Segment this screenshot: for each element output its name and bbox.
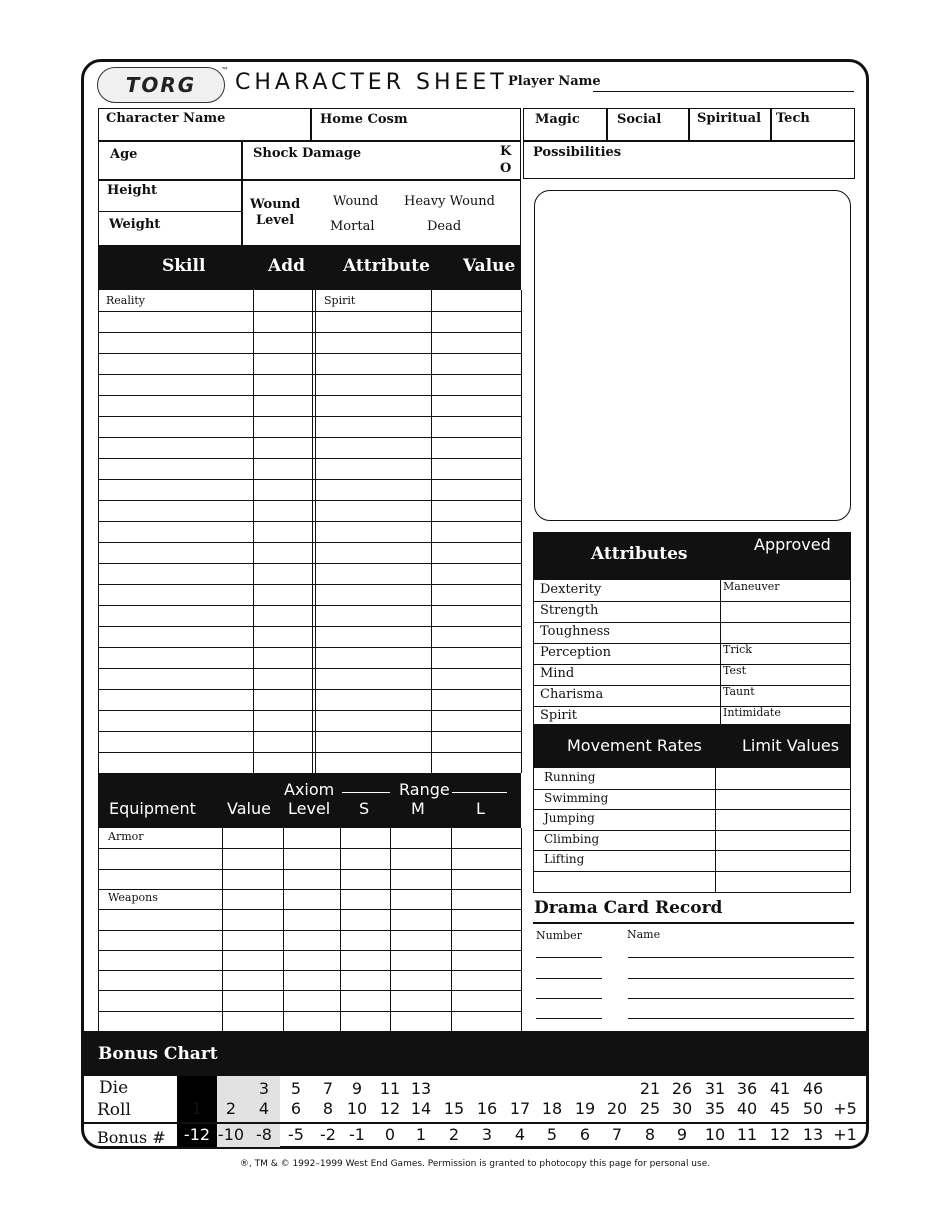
roll-top: 9 (351, 1079, 363, 1098)
trademark: ™ (221, 66, 229, 75)
divider (98, 211, 242, 212)
divider (310, 108, 312, 141)
move-row-line (533, 809, 851, 810)
skills-row-line (98, 311, 521, 312)
col-level: Level (288, 799, 331, 818)
move-row-line (533, 850, 851, 851)
movement-title: Movement Rates (567, 736, 702, 755)
drama-number-label: Number (536, 929, 582, 942)
bonus-value: 9 (676, 1125, 688, 1144)
skills-row-line (98, 458, 521, 459)
equip-row-line (98, 990, 521, 991)
roll-bottom: 14 (410, 1099, 432, 1118)
equip-row-line (98, 950, 521, 951)
approved-maneuver: Maneuver (723, 580, 780, 593)
drama-name-line[interactable] (628, 1018, 854, 1019)
approved-title: Approved (754, 535, 831, 554)
roll-label: Roll (97, 1100, 131, 1120)
bonus-value: 12 (769, 1125, 791, 1144)
bonus-title: Bonus Chart (98, 1044, 218, 1064)
attr-row-line (533, 601, 851, 602)
roll-top: 36 (736, 1079, 758, 1098)
bonus-value: 0 (384, 1125, 396, 1144)
movement-jumping: Jumping (544, 811, 595, 826)
roll-top: 5 (290, 1079, 302, 1098)
bonus-value: -1 (349, 1125, 365, 1144)
skills-row-line (98, 374, 521, 375)
skills-row-line (98, 542, 521, 543)
roll-top: 21 (639, 1079, 661, 1098)
logo-text: TORG (125, 73, 197, 97)
bonus-value: 3 (481, 1125, 493, 1144)
attr-row-line (533, 706, 851, 707)
approved-intimidate: Intimidate (723, 706, 781, 719)
attribute-charisma: Charisma (540, 687, 604, 702)
movement-lifting: Lifting (544, 852, 585, 867)
bonus-number-label: Bonus # (97, 1128, 166, 1147)
col-s: S (359, 799, 370, 818)
skills-row-line (98, 647, 521, 648)
wound-level-label-2: Level (256, 213, 295, 228)
drama-name-line[interactable] (628, 998, 854, 999)
equip-row-line (98, 970, 521, 971)
bonus-value: 11 (736, 1125, 758, 1144)
drama-name-label: Name (627, 928, 661, 941)
divider (98, 179, 242, 181)
bonus-value: 5 (546, 1125, 558, 1144)
approved-trick: Trick (723, 643, 752, 656)
skills-row-line (98, 689, 521, 690)
roll-top: 46 (802, 1079, 824, 1098)
col-value: Value (463, 256, 516, 276)
bonus-value: 7 (611, 1125, 623, 1144)
move-row-line (533, 830, 851, 831)
divider (241, 179, 521, 181)
skills-col-line (253, 290, 254, 773)
roll-top: 11 (379, 1079, 401, 1098)
sheet-title: CHARACTER SHEET (235, 70, 508, 95)
roll-bottom: 12 (379, 1099, 401, 1118)
roll-bottom: 45 (769, 1099, 791, 1118)
equip-row-line (98, 909, 521, 910)
attr-col-line (720, 580, 721, 727)
bonus-value: 13 (802, 1125, 824, 1144)
skills-col-line (431, 290, 432, 773)
equip-row-line (98, 848, 521, 849)
col-equipment: Equipment (109, 799, 196, 818)
ko-o: O (500, 161, 512, 176)
move-row-line (533, 871, 851, 872)
col-attribute: Attribute (343, 256, 430, 276)
roll-bottom: 16 (476, 1099, 498, 1118)
skills-row-line (98, 584, 521, 585)
bonus-value: -10 (217, 1125, 245, 1144)
col-add: Add (268, 256, 305, 276)
roll-bottom: 50 (802, 1099, 824, 1118)
character-name-field[interactable]: Character Name (106, 111, 226, 126)
bonus-value: -5 (288, 1125, 304, 1144)
height-field[interactable]: Height (107, 183, 158, 198)
ko-k: K (500, 144, 512, 159)
bonus-value: -8 (256, 1125, 272, 1144)
drama-number-line[interactable] (536, 978, 602, 979)
skills-row-line (98, 752, 521, 753)
weapons-label: Weapons (108, 891, 158, 904)
divider (606, 108, 608, 141)
roll-bottom: 1 (191, 1099, 203, 1118)
dead-checkbox[interactable]: Dead (427, 219, 462, 234)
movement-climbing: Climbing (544, 831, 600, 846)
drama-number-line[interactable] (536, 998, 602, 999)
skills-row-line (98, 332, 521, 333)
roll-top: 41 (769, 1079, 791, 1098)
roll-bottom: 8 (322, 1099, 334, 1118)
divider (241, 140, 243, 246)
skills-col-line (521, 290, 522, 773)
spiritual-field[interactable]: Spiritual (697, 111, 762, 126)
divider (770, 108, 772, 141)
equip-row-line (98, 1011, 521, 1012)
skills-row-line (98, 353, 521, 354)
roll-bottom: 18 (541, 1099, 563, 1118)
movement-running: Running (544, 770, 596, 784)
skills-row-line (98, 710, 521, 711)
attribute-dexterity: Dexterity (540, 582, 602, 597)
roll-bottom: 40 (736, 1099, 758, 1118)
bonus-value: 2 (448, 1125, 460, 1144)
drama-name-line[interactable] (628, 957, 854, 958)
bonus-value: 10 (704, 1125, 726, 1144)
divider (83, 1122, 867, 1124)
skills-row-line (98, 521, 521, 522)
roll-top: 31 (704, 1079, 726, 1098)
equip-row-line (98, 930, 521, 931)
drama-name-line[interactable] (628, 978, 854, 979)
col-l: L (476, 799, 485, 818)
heavy-wound-checkbox[interactable]: Heavy Wound (404, 194, 495, 209)
skills-row-line (98, 500, 521, 501)
skills-row-line (98, 563, 521, 564)
attributes-title: Attributes (591, 544, 688, 564)
skill-reality: Reality (106, 294, 146, 307)
divider (533, 922, 854, 924)
approved-test: Test (723, 664, 747, 677)
home-cosm-field[interactable]: Home Cosm (320, 112, 408, 127)
skills-row-line (98, 395, 521, 396)
die-label: Die (99, 1078, 129, 1098)
bonus-value: +1 (833, 1125, 857, 1144)
tech-field[interactable]: Tech (776, 111, 810, 126)
roll-bottom: 6 (290, 1099, 302, 1118)
roll-bottom: 15 (443, 1099, 465, 1118)
skills-row-line (98, 437, 521, 438)
attr-row-line (533, 622, 851, 623)
roll-bottom: 30 (671, 1099, 693, 1118)
drama-title: Drama Card Record (534, 898, 723, 918)
roll-bottom: 2 (225, 1099, 237, 1118)
social-field[interactable]: Social (617, 112, 662, 127)
skills-row-line (98, 731, 521, 732)
bonus-value: 1 (415, 1125, 427, 1144)
roll-bottom: 20 (606, 1099, 628, 1118)
divider (342, 792, 390, 793)
bonus-value: -2 (320, 1125, 336, 1144)
armor-label: Armor (108, 830, 144, 843)
bonus-value: 6 (579, 1125, 591, 1144)
drama-number-line[interactable] (536, 1018, 602, 1019)
portrait-box[interactable] (534, 190, 851, 521)
skills-row-line (98, 605, 521, 606)
attr-row-line (533, 664, 851, 665)
roll-top: 3 (258, 1079, 270, 1098)
attr-col-line (850, 580, 851, 727)
skills-row-line (98, 416, 521, 417)
skills-row-line (98, 479, 521, 480)
roll-bottom: 19 (574, 1099, 596, 1118)
equip-col-line (521, 828, 522, 1031)
drama-number-line[interactable] (536, 957, 602, 958)
weight-field[interactable]: Weight (109, 217, 161, 232)
attribute-mind: Mind (540, 666, 575, 681)
skills-col-line (98, 290, 99, 773)
roll-top: 26 (671, 1079, 693, 1098)
divider (688, 108, 690, 141)
bonus-value: 8 (644, 1125, 656, 1144)
roll-bottom: 17 (509, 1099, 531, 1118)
col-eq-value: Value (227, 799, 271, 818)
mortal-checkbox[interactable]: Mortal (330, 219, 375, 234)
col-skill: Skill (162, 256, 206, 276)
possibilities-field[interactable]: Possibilities (533, 145, 622, 160)
approved-taunt: Taunt (723, 685, 755, 698)
wound-level-label: Wound (250, 197, 301, 212)
limit-title: Limit Values (742, 736, 840, 755)
roll-top: 13 (410, 1079, 432, 1098)
attribute-spirit: Spirit (324, 294, 356, 307)
equip-row-line (98, 869, 521, 870)
roll-bottom: +5 (833, 1099, 857, 1118)
attr-row-line (533, 685, 851, 686)
attribute-strength: Strength (540, 603, 599, 618)
torg-logo (97, 67, 225, 103)
movement-swimming: Swimming (544, 790, 609, 805)
col-range: Range (399, 780, 450, 799)
player-name-label: Player Name (508, 74, 601, 89)
magic-field[interactable]: Magic (535, 112, 580, 127)
wound-checkbox[interactable]: Wound (333, 194, 379, 209)
shock-damage-field[interactable]: Shock Damage (253, 146, 362, 161)
attribute-toughness: Toughness (540, 624, 610, 639)
bonus-value: 4 (514, 1125, 526, 1144)
attr-col-line (533, 580, 534, 727)
roll-bottom: 25 (639, 1099, 661, 1118)
roll-top: 7 (322, 1079, 334, 1098)
bonus-value: -12 (183, 1125, 211, 1144)
roll-bottom: 4 (258, 1099, 270, 1118)
skills-row-line (98, 668, 521, 669)
roll-bottom: 10 (346, 1099, 368, 1118)
player-name-field[interactable] (593, 91, 854, 92)
divider (452, 792, 507, 793)
equip-row-line (98, 889, 521, 890)
attribute-perception: Perception (540, 645, 611, 660)
col-axiom: Axiom (284, 780, 335, 799)
attribute-spirit: Spirit (540, 708, 577, 723)
roll-bottom: 35 (704, 1099, 726, 1118)
col-m: M (411, 799, 425, 818)
move-row-line (533, 789, 851, 790)
skills-col-line (315, 290, 316, 773)
copyright-footer: ®, TM & © 1992–1999 West End Games. Permission is granted to photocopy this page for personal use. (239, 1159, 711, 1169)
attr-row-line (533, 643, 851, 644)
age-field[interactable]: Age (110, 147, 138, 162)
move-row-line (533, 892, 851, 893)
skills-row-line (98, 626, 521, 627)
skills-col-line (312, 290, 313, 773)
